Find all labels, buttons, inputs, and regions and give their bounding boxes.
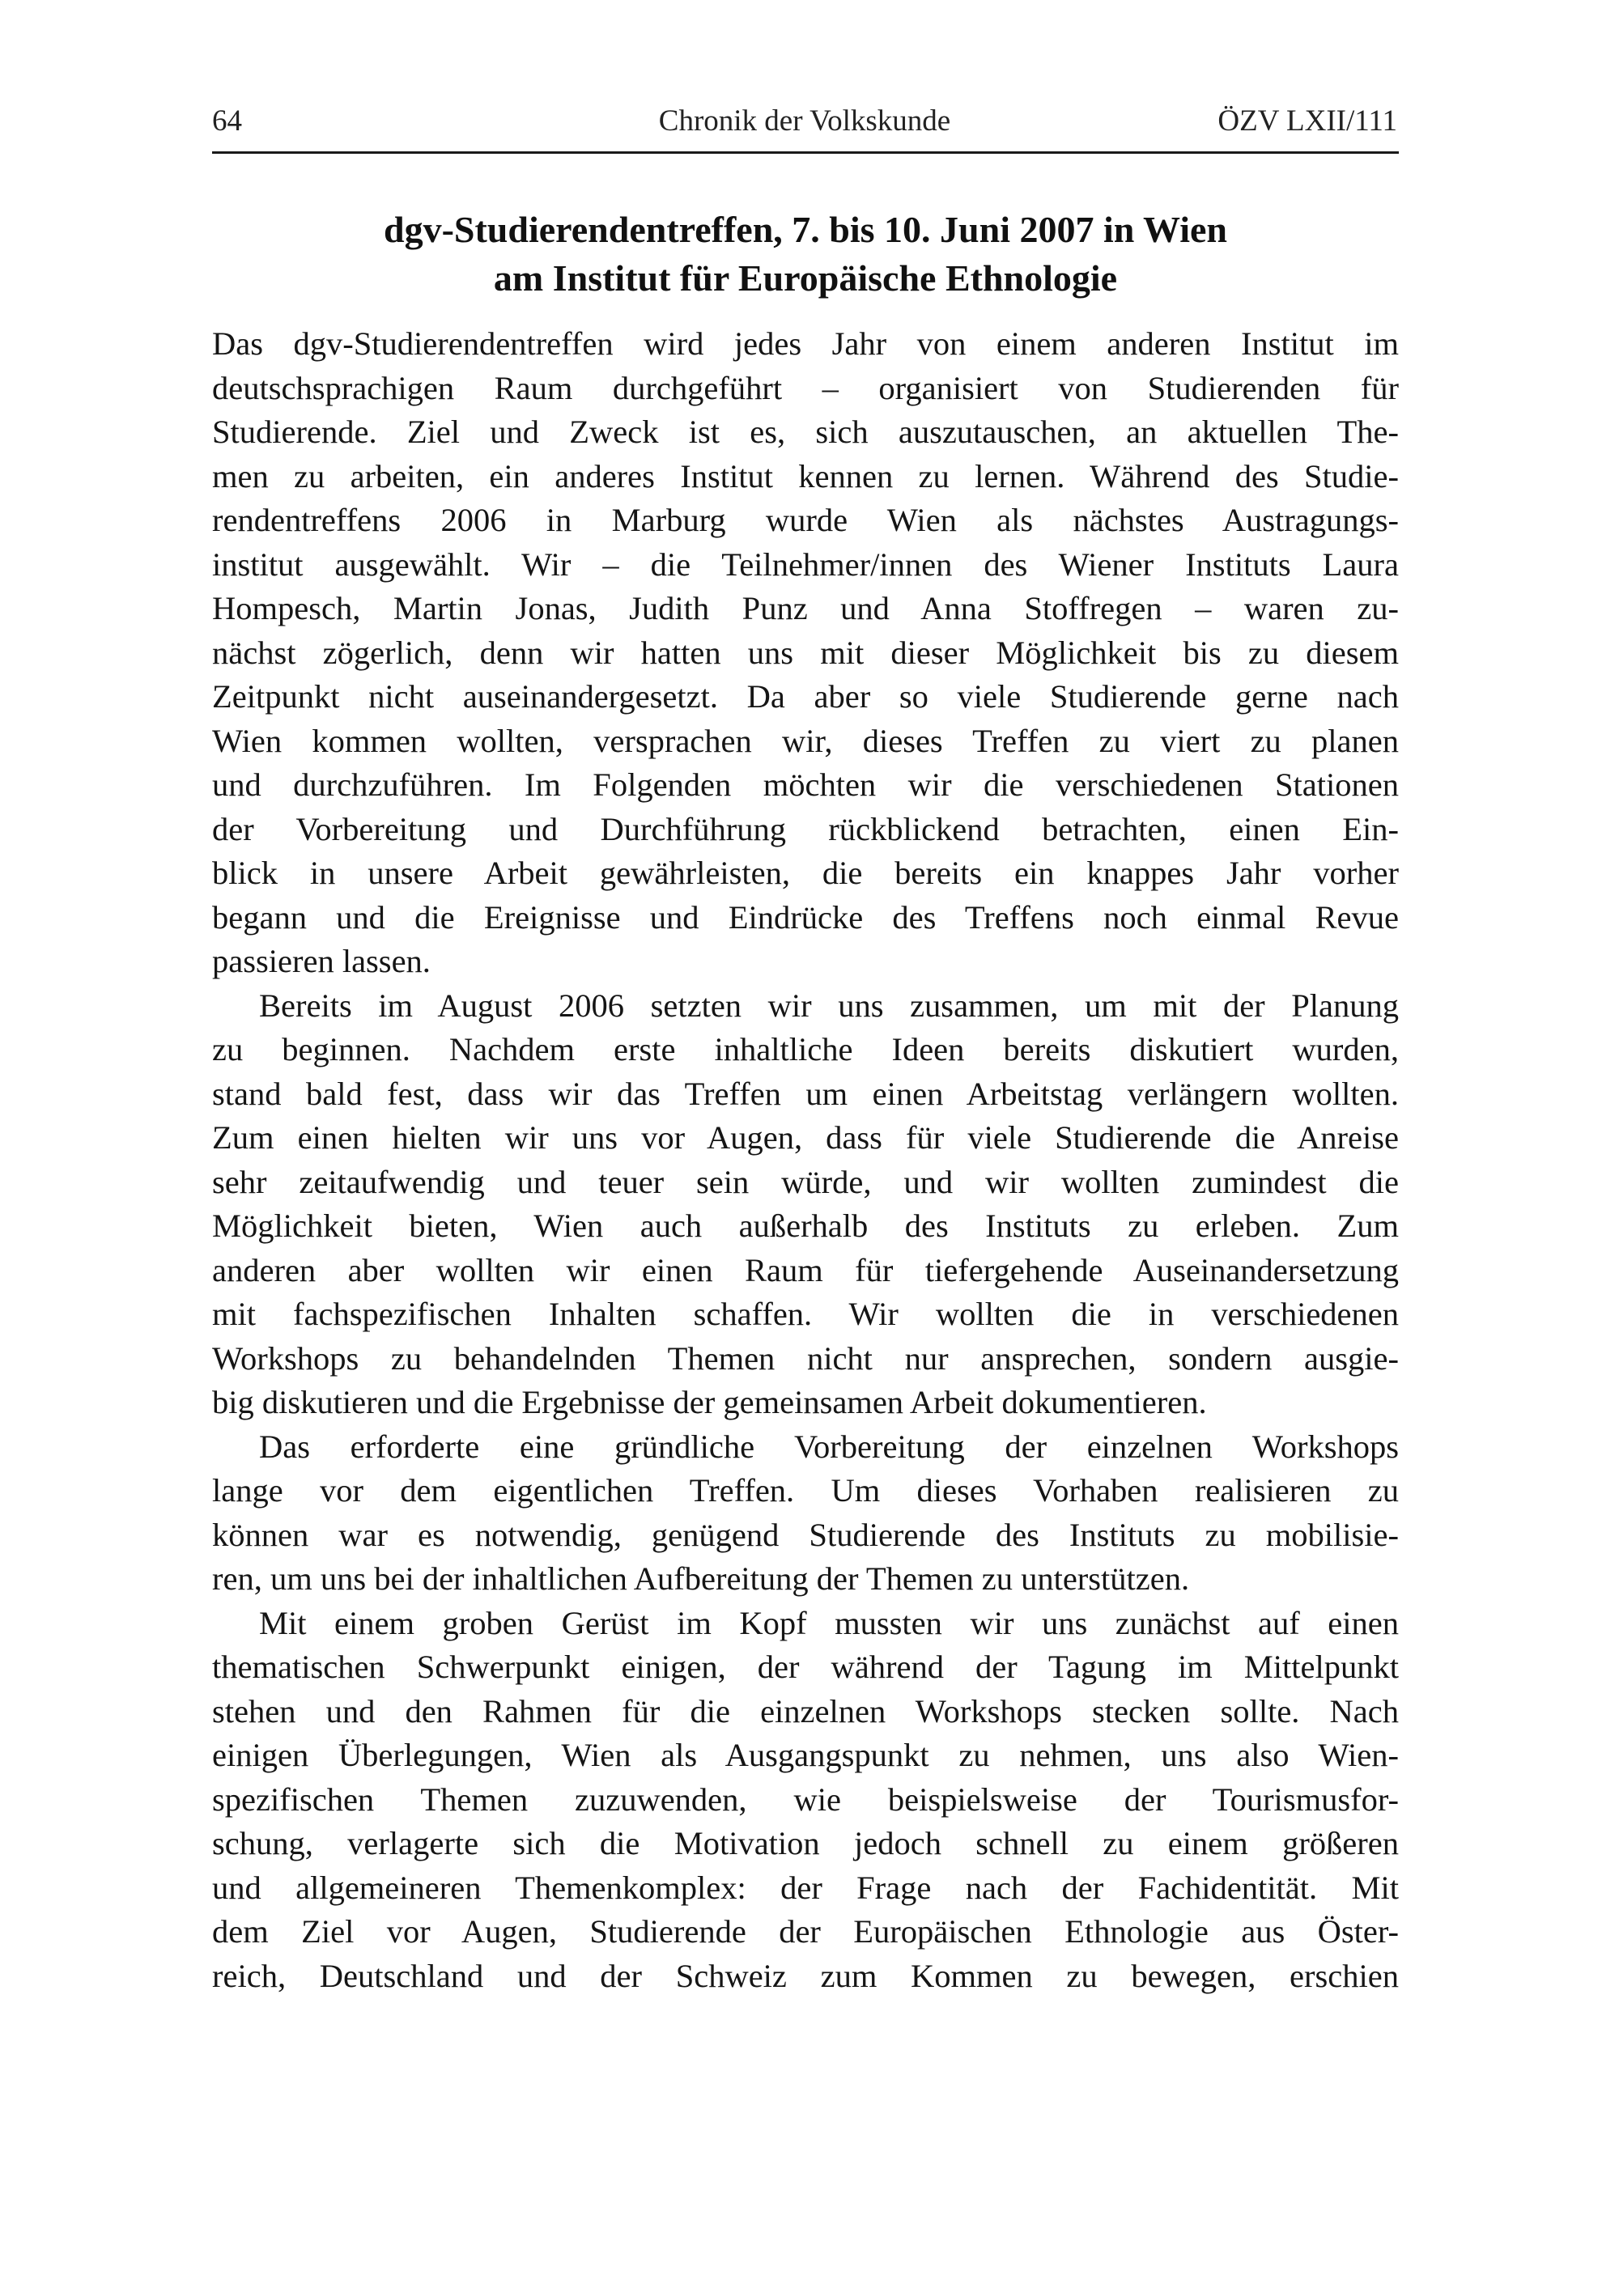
article-body: [212, 322, 1399, 1998]
text-line: Bereits im August 2006 setzten wir uns zusammen, um mit der Planung: [259, 987, 1399, 1024]
text-line: rendentreffens 2006 in Marburg wurde Wien als nächstes Austragungs-: [212, 502, 1399, 538]
text-line: schung, verlagerte sich die Motivation jedoch schnell zu einem größeren: [212, 1825, 1399, 1861]
text-line: Studierende. Ziel und Zweck ist es, sich auszutauschen, an aktuellen The-: [212, 414, 1399, 450]
header-rule: [212, 151, 1399, 154]
page-number: 64: [212, 104, 242, 138]
text-line: blick in unsere Arbeit gewährleisten, die bereits ein knappes Jahr vorher: [212, 855, 1399, 891]
text-line: einigen Überlegungen, Wien als Ausgangspunkt zu nehmen, uns also Wien-: [212, 1737, 1399, 1773]
text-line: können war es notwendig, genügend Studierende des Instituts zu mobilisie-: [212, 1516, 1399, 1553]
text-line: dem Ziel vor Augen, Studierende der Europäischen Ethnologie aus Öster-: [212, 1913, 1399, 1950]
text-line: lange vor dem eigentlichen Treffen. Um dieses Vorhaben realisieren zu: [212, 1472, 1399, 1509]
text-line: anderen aber wollten wir einen Raum für tiefergehende Auseinandersetzung: [212, 1251, 1399, 1288]
text-line: stand bald fest, dass wir das Treffen um einen Arbeitstag verlängern wollten.: [212, 1075, 1399, 1112]
text-line: Hompesch, Martin Jonas, Judith Punz und Anna Stoffregen – waren zu-: [212, 590, 1399, 626]
text-line: Möglichkeit bieten, Wien auch außerhalb des Instituts zu erleben. Zum: [212, 1207, 1399, 1244]
text-line: institut ausgewählt. Wir – die Teilnehmer/innen des Wiener Instituts Laura: [212, 545, 1399, 583]
text-line: Mit einem groben Gerüst im Kopf mussten wir uns zunächst auf einen: [259, 1604, 1399, 1641]
text-line: reich, Deutschland und der Schweiz zum Kommen zu bewegen, erschien: [212, 1957, 1399, 1994]
text-line: nächst zögerlich, denn wir hatten uns mit dieser Möglichkeit bis zu diesem: [212, 634, 1399, 671]
text-line: big diskutieren und die Ergebnisse der gemeinsamen Arbeit dokumentieren.: [212, 1384, 1207, 1420]
text-line: Das dgv-Studierendentreffen wird jedes Jahr von einem anderen Institut im: [212, 325, 1399, 362]
paragraph: [212, 1602, 1399, 1999]
section-title: Chronik der Volkskunde: [658, 104, 951, 138]
text-line: ren, um uns bei der inhaltlichen Aufbereitung der Themen zu unterstützen.: [212, 1560, 1190, 1597]
journal-reference: ÖZV LXII/111: [1217, 104, 1397, 138]
text-line: und durchzuführen. Im Folgenden möchten wir die verschiedenen Stationen: [212, 766, 1399, 803]
text-line: Das erforderte eine gründliche Vorbereitung der einzelnen Workshops: [259, 1428, 1399, 1465]
text-line: stehen und den Rahmen für die einzelnen Workshops stecken sollte. Nach: [212, 1692, 1399, 1729]
article-title: [212, 206, 1399, 303]
text-line: und allgemeineren Themenkomplex: der Frage nach der Fachidentität. Mit: [212, 1869, 1399, 1906]
paragraph: [212, 984, 1399, 1425]
text-line: Workshops zu behandelnden Themen nicht nur ansprechen, sondern ausgie-: [212, 1339, 1399, 1377]
text-line: der Vorbereitung und Durchführung rückblickend betrachten, einen Ein-: [212, 810, 1399, 847]
paragraph: [212, 322, 1399, 984]
text-line: passieren lassen.: [212, 943, 431, 979]
text-line: men zu arbeiten, ein anderes Institut kennen zu lernen. Während des Studie-: [212, 457, 1399, 494]
article-title-line: dgv-Studierendentreffen, 7. bis 10. Juni 2007 in Wien: [384, 209, 1227, 250]
text-line: zu beginnen. Nachdem erste inhaltliche Ideen bereits diskutiert wurden,: [212, 1031, 1399, 1067]
text-line: Zum einen hielten wir uns vor Augen, dass für viele Studierende die Anreise: [212, 1119, 1399, 1156]
text-line: mit fachspezifischen Inhalten schaffen. Wir wollten die in verschiedenen: [212, 1296, 1399, 1332]
text-line: thematischen Schwerpunkt einigen, der während der Tagung im Mittelpunkt: [212, 1649, 1399, 1685]
paragraph: [212, 1425, 1399, 1602]
article-title-line: am Institut für Europäische Ethnologie: [493, 257, 1118, 299]
running-head: [212, 104, 1397, 144]
text-line: sehr zeitaufwendig und teuer sein würde, und wir wollten zumindest die: [212, 1163, 1399, 1200]
text-line: deutschsprachigen Raum durchgeführt – organisiert von Studierenden für: [212, 369, 1399, 406]
text-line: Wien kommen wollten, versprachen wir, dieses Treffen zu viert zu planen: [212, 722, 1399, 759]
text-line: Zeitpunkt nicht auseinandergesetzt. Da aber so viele Studierende gerne nach: [212, 678, 1399, 715]
text-line: spezifischen Themen zuzuwenden, wie beispielsweise der Tourismusfor-: [212, 1780, 1399, 1818]
text-line: begann und die Ereignisse und Eindrücke des Treffens noch einmal Revue: [212, 898, 1399, 936]
